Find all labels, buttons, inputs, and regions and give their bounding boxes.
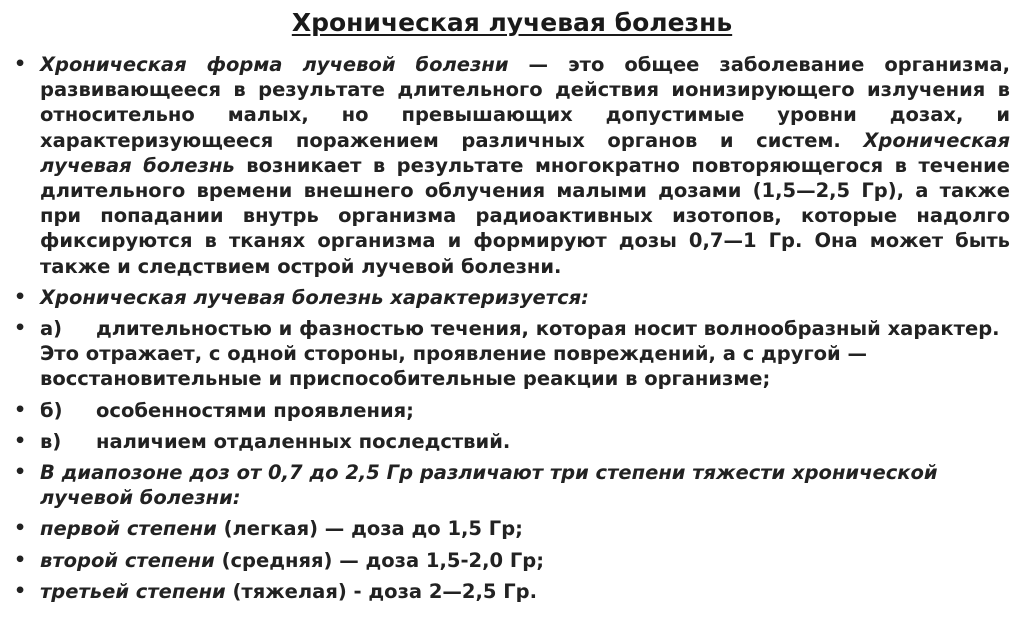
list-item-b [14, 398, 1010, 423]
term-chronic-form: Хроническая форма лучевой болезни [40, 53, 509, 76]
degree-3-label: третьей степени [40, 579, 226, 603]
list-item-degree-1 [14, 516, 1010, 541]
degree-2-text: (средняя) — доза 1,5-2,0 Гр; [214, 548, 545, 572]
bullet-marker: • [14, 461, 27, 484]
list-item-a [14, 316, 1010, 392]
degree-2-label: второй степени [40, 548, 215, 572]
bullet-marker: • [14, 429, 27, 452]
bullet-marker: • [14, 517, 27, 540]
cause-text: возникает в результате многократно повторяющегося в течение длительного времени внешнего облучения малыми дозами (1,5—2,5 Гр), а также при попадании внутрь организма радиоактивных изотопов, которые надолго фиксируются в тканях организма и формируют дозы 0,7—1 Гр. Она может быть также и следствием острой лучевой болезни. [40, 153, 1010, 278]
sub-marker-a: а) [40, 317, 63, 341]
bullet-marker: • [14, 579, 27, 602]
definition-text: — это общее заболевание организма, развивающееся в результате длительного действия ионизирующего излучения в относительно малых, но превышающих допустимые уровни дозах, и характеризующееся поражением различных органов и систем. [40, 53, 1011, 152]
bullet-marker: • [14, 317, 27, 340]
sub-text-a: длительностью и фазностью течения, которая носит волнообразный характер. Это отражает, с одной стороны, проявление повреждений, а с другой — восстановительные и приспособительные реакции в организме; [40, 317, 1000, 391]
bullet-marker: • [14, 285, 27, 308]
degree-1-text: (легкая) — доза до 1,5 Гр; [216, 517, 523, 541]
term-chronic-disease: Хроническая лучевая болезнь [40, 128, 1010, 177]
characteristics-heading: Хроническая лучевая болезнь характеризуется: [40, 285, 589, 309]
dose-range-text: В диапозоне доз от 0,7 до 2,5 Гр различают три степени тяжести хронической лучевой болезни: [40, 461, 938, 510]
sub-marker-b: б) [40, 398, 63, 422]
degree-1-label: первой степени [40, 517, 217, 541]
sub-marker-c: в) [40, 429, 62, 453]
bullet-marker: • [14, 398, 27, 421]
sub-text-c: наличием отдаленных последствий. [96, 429, 511, 453]
list-item-c [14, 429, 1010, 454]
bullet-marker: • [14, 53, 27, 75]
slide-title: Хроническая лучевая болезнь [291, 8, 733, 37]
sub-text-b: особенностями проявления; [96, 398, 414, 422]
list-item-degree-2 [14, 548, 1010, 573]
list-item-definition [14, 52, 1010, 279]
list-item-degree-3 [14, 579, 1010, 604]
list-item-characteristics-heading [14, 285, 1010, 310]
degree-3-text: (тяжелая) - доза 2—2,5 Гр. [225, 579, 538, 603]
list-item-dose-range [14, 460, 1010, 510]
bullet-marker: • [14, 548, 27, 571]
bullet-list [14, 52, 1010, 610]
